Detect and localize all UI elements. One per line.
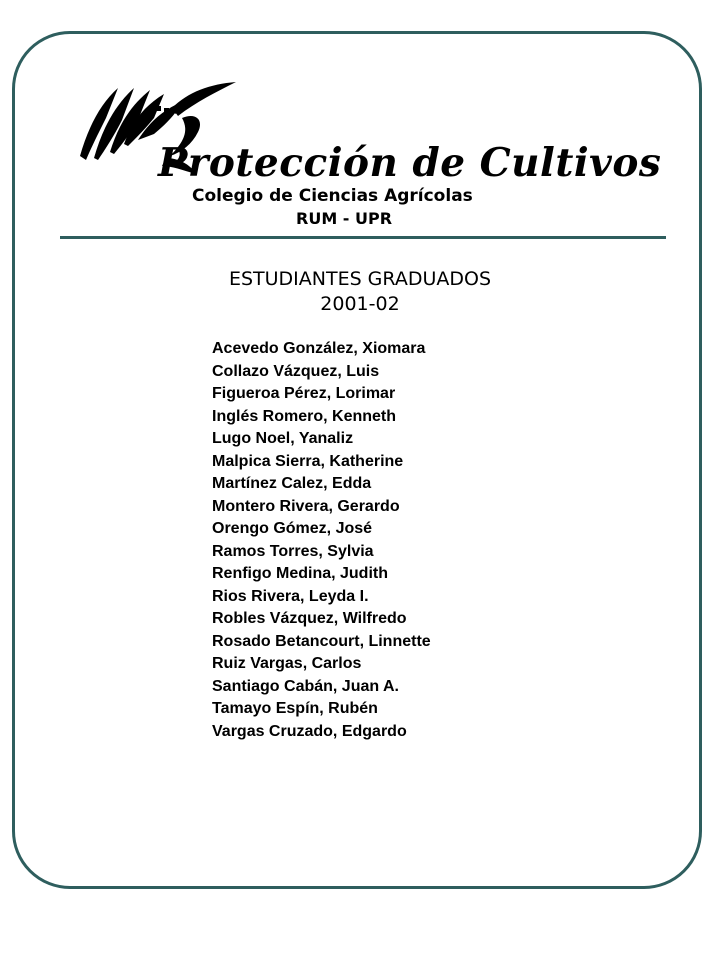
list-item: Inglés Romero, Kenneth (212, 407, 397, 425)
header-divider (60, 236, 666, 239)
list-item: Lugo Noel, Yanaliz (212, 430, 354, 447)
list-item: Vargas Cruzado, Edgardo (212, 722, 407, 740)
logo-subtitle: Colegio de Ciencias Agrícolas (192, 186, 473, 206)
list-item: Acevedo González, Xiomara (212, 340, 426, 357)
list-item: Figueroa Pérez, Lorimar (212, 385, 396, 402)
list-item: Tamayo Espín, Rubén (212, 700, 378, 717)
list-item: Rosado Betancourt, Linnette (212, 632, 431, 650)
list-item: Martínez Calez, Edda (212, 475, 372, 492)
student-list (212, 338, 431, 743)
list-item: Collazo Vázquez, Luis (212, 362, 380, 380)
list-item: Robles Vázquez, Wilfredo (212, 610, 407, 627)
logo-acronym: RUM - UPR (296, 209, 393, 228)
page-title: ESTUDIANTES GRADUADOS (228, 268, 492, 290)
list-item: Ruiz Vargas, Carlos (212, 655, 362, 672)
list-item: Rios Rivera, Leyda I. (212, 587, 369, 605)
logo-title: Protección de Cultivos (158, 140, 662, 186)
list-item: Montero Rivera, Gerardo (212, 497, 400, 515)
list-item: Ramos Torres, Sylvia (212, 542, 374, 560)
list-item: Malpica Sierra, Katherine (212, 452, 404, 470)
page-year: 2001-02 (320, 293, 400, 315)
list-item: Santiago Cabán, Juan A. (212, 677, 399, 695)
list-item: Renfigo Medina, Judith (212, 565, 388, 582)
list-item: Orengo Gómez, José (212, 520, 373, 537)
